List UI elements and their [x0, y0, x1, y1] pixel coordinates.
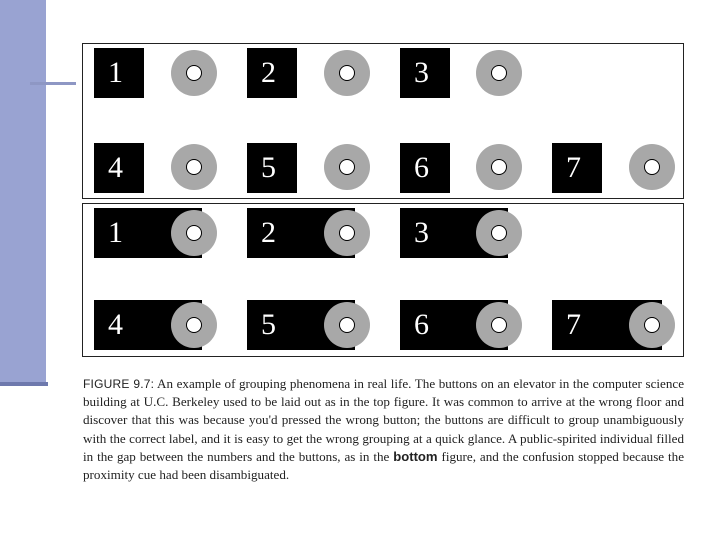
elevator-button[interactable]	[629, 144, 675, 190]
floor-label: 1	[94, 48, 144, 98]
button-center-icon	[339, 225, 355, 241]
button-center-icon	[186, 159, 202, 175]
floor-label: 2	[247, 208, 355, 258]
floor-label: 6	[400, 143, 450, 193]
elevator-button[interactable]	[476, 144, 522, 190]
button-center-icon	[491, 317, 507, 333]
caption-text-end: figure, and the confusion stopped because the proximity cue had been disambiguated.	[83, 448, 684, 483]
caption-text: An example of grouping phenomena in real life. The buttons on an elevator in the computer science building at U.C. Berkeley used to be laid out as in the top figure. It was common to arrive at the wrong floor and discover that this was because you'd pressed the wrong button; the buttons are difficult to group unambiguously with the correct label, and it is easy to get the wrong grouping at a quick glance. A public-spirited individual filled in the gap between the numbers and the buttons, as in the	[83, 376, 685, 464]
elevator-button[interactable]	[629, 302, 675, 348]
elevator-button[interactable]	[324, 144, 370, 190]
elevator-button[interactable]	[171, 302, 217, 348]
elevator-button[interactable]	[324, 50, 370, 96]
figure-caption	[83, 375, 684, 484]
button-center-icon	[186, 225, 202, 241]
button-center-icon	[186, 317, 202, 333]
button-center-icon	[339, 159, 355, 175]
floor-label: 2	[247, 48, 297, 98]
elevator-button[interactable]	[476, 50, 522, 96]
button-center-icon	[491, 225, 507, 241]
button-center-icon	[339, 317, 355, 333]
sidebar-rule	[0, 382, 48, 386]
elevator-button[interactable]	[171, 210, 217, 256]
figure-top-panel	[82, 43, 684, 199]
floor-label: 5	[247, 300, 355, 350]
elevator-button[interactable]	[171, 144, 217, 190]
elevator-button[interactable]	[324, 302, 370, 348]
floor-label: 4	[94, 143, 144, 193]
button-center-icon	[339, 65, 355, 81]
elevator-button[interactable]	[324, 210, 370, 256]
button-center-icon	[491, 65, 507, 81]
caption-heading: FIGURE 9.7:	[83, 377, 155, 391]
floor-label: 3	[400, 208, 508, 258]
elevator-button[interactable]	[171, 50, 217, 96]
button-center-icon	[644, 317, 660, 333]
elevator-button[interactable]	[476, 210, 522, 256]
floor-label: 1	[94, 208, 202, 258]
slide-tick-mark	[30, 82, 76, 85]
floor-label: 4	[94, 300, 202, 350]
figure-bottom-panel	[82, 203, 684, 357]
button-center-icon	[491, 159, 507, 175]
floor-label: 5	[247, 143, 297, 193]
caption-emphasis: bottom	[393, 448, 438, 464]
floor-label: 7	[552, 300, 662, 350]
button-center-icon	[644, 159, 660, 175]
floor-label: 7	[552, 143, 602, 193]
floor-label: 3	[400, 48, 450, 98]
elevator-button[interactable]	[476, 302, 522, 348]
button-center-icon	[186, 65, 202, 81]
slide-sidebar-accent	[0, 0, 46, 385]
floor-label: 6	[400, 300, 508, 350]
